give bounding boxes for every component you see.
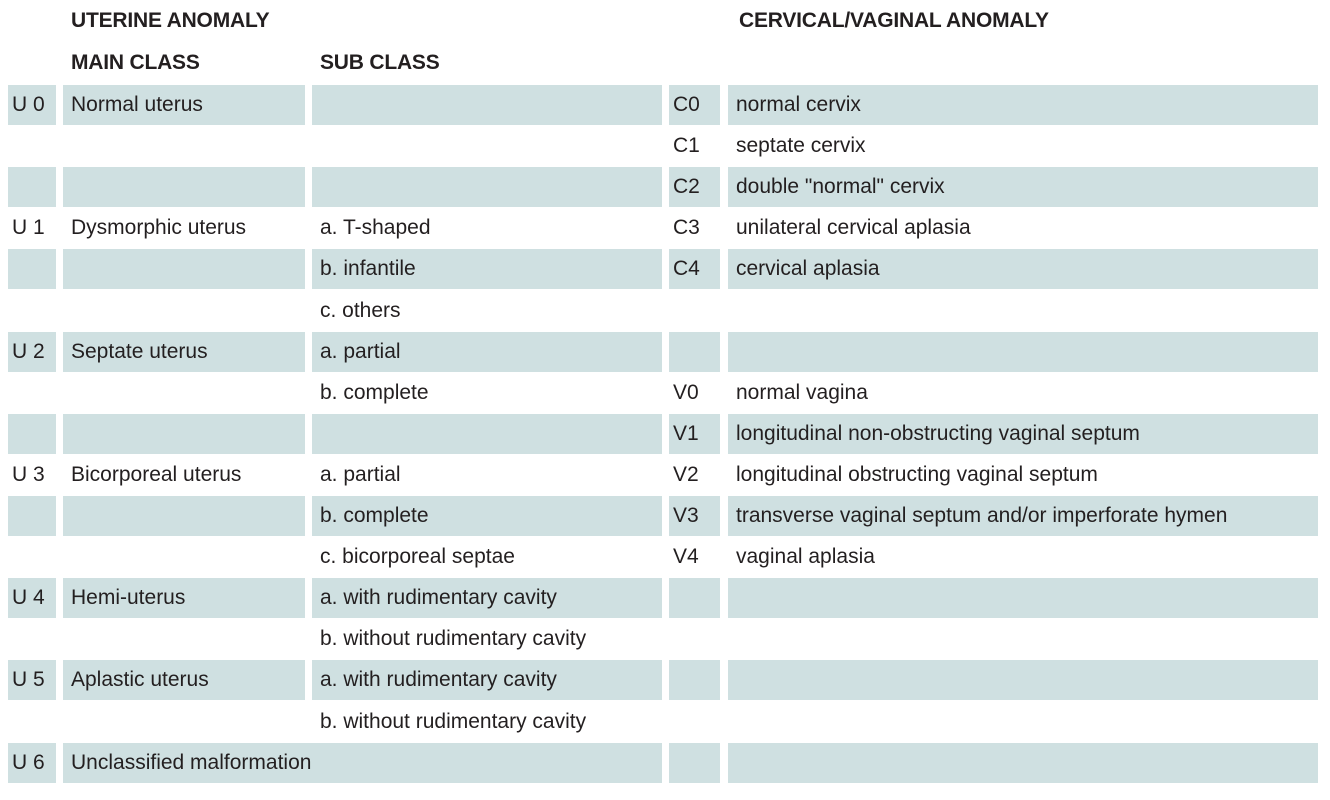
sub-class-cell: a. with rudimentary cavity — [312, 660, 662, 700]
sub-class-heading: SUB CLASS — [320, 51, 440, 74]
uterine-code-cell: U 0 — [8, 85, 56, 125]
sub-class-cell: a. with rudimentary cavity — [312, 578, 662, 618]
uterine-code-cell — [8, 291, 56, 331]
cervical-vaginal-desc-cell: septate cervix — [736, 134, 866, 157]
sub-class-cell: b. complete — [320, 381, 429, 404]
cervical-vaginal-code-cell — [669, 291, 720, 331]
uterine-code-cell: U 1 — [12, 216, 45, 239]
cervical-vaginal-desc-cell: vaginal aplasia — [736, 545, 875, 568]
uterine-code-cell — [8, 496, 56, 536]
cervical-vaginal-desc-cell — [728, 291, 1318, 331]
cervical-vaginal-code-cell: C2 — [669, 167, 720, 207]
uterine-code-cell — [8, 537, 56, 577]
cervical-vaginal-desc-cell: longitudinal obstructing vaginal septum — [736, 463, 1098, 486]
main-class-cell — [63, 373, 305, 413]
cervical-vaginal-desc-cell: cervical aplasia — [728, 249, 1318, 289]
sub-class-cell: c. others — [320, 299, 401, 322]
main-class-cell — [63, 619, 305, 659]
cervical-vaginal-desc-cell: double "normal" cervix — [728, 167, 1318, 207]
uterine-code-cell: U 5 — [8, 660, 56, 700]
uterine-code-cell — [8, 619, 56, 659]
cervical-vaginal-desc-cell: unilateral cervical aplasia — [736, 216, 971, 239]
cervical-vaginal-desc-cell: transverse vaginal septum and/or imperforate hymen — [728, 496, 1318, 536]
cervical-vaginal-code-cell: C1 — [673, 134, 700, 157]
main-class-cell — [63, 537, 305, 577]
cervical-vaginal-desc-cell — [728, 660, 1318, 700]
cervical-vaginal-desc-cell — [728, 332, 1318, 372]
main-class-cell: Unclassified malformation — [63, 743, 662, 783]
cervical-vaginal-desc-cell — [728, 619, 1318, 659]
cervical-vaginal-code-cell — [669, 702, 720, 742]
main-class-cell — [63, 414, 305, 454]
cervical-vaginal-code-cell: V3 — [669, 496, 720, 536]
cervical-vaginal-desc-cell — [728, 743, 1318, 783]
sub-class-cell — [312, 126, 662, 166]
cervical-vaginal-code-cell — [669, 578, 720, 618]
main-class-cell — [63, 291, 305, 331]
cervical-vaginal-code-cell — [669, 743, 720, 783]
cervical-vaginal-code-cell: C3 — [673, 216, 700, 239]
uterine-code-cell — [8, 414, 56, 454]
uterine-code-cell: U 6 — [8, 743, 56, 783]
sub-class-cell: b. without rudimentary cavity — [320, 710, 587, 733]
cervical-vaginal-desc-cell: normal vagina — [736, 381, 868, 404]
main-class-cell: Normal uterus — [63, 85, 305, 125]
main-class-cell: Aplastic uterus — [63, 660, 305, 700]
sub-class-cell — [312, 85, 662, 125]
sub-class-cell: b. complete — [312, 496, 662, 536]
main-class-cell: Dysmorphic uterus — [71, 216, 247, 239]
cervical-vaginal-code-cell: C4 — [669, 249, 720, 289]
main-class-cell: Septate uterus — [63, 332, 305, 372]
main-class-heading: MAIN CLASS — [71, 51, 200, 74]
main-class-cell — [63, 126, 305, 166]
uterine-code-cell: U 4 — [8, 578, 56, 618]
cervical-vaginal-code-cell — [669, 660, 720, 700]
main-class-cell — [63, 249, 305, 289]
cervical-vaginal-code-cell: V4 — [673, 545, 699, 568]
uterine-code-cell — [8, 702, 56, 742]
sub-class-cell: c. bicorporeal septae — [320, 545, 515, 568]
sub-class-cell: b. without rudimentary cavity — [320, 627, 587, 650]
cervical-vaginal-desc-cell: normal cervix — [728, 85, 1318, 125]
sub-class-cell: a. T-shaped — [320, 216, 431, 239]
sub-class-cell: b. infantile — [312, 249, 662, 289]
main-class-cell — [63, 702, 305, 742]
sub-class-cell: a. partial — [312, 332, 662, 372]
cervical-vaginal-desc-cell: longitudinal non-obstructing vaginal septum — [728, 414, 1318, 454]
cervical-vaginal-code-cell: V1 — [669, 414, 720, 454]
cervical-vaginal-code-cell: V2 — [673, 463, 699, 486]
cervical-vaginal-heading: CERVICAL/VAGINAL ANOMALY — [739, 9, 1049, 32]
main-class-cell — [63, 496, 305, 536]
cervical-vaginal-code-cell — [669, 332, 720, 372]
uterine-code-cell — [8, 126, 56, 166]
cervical-vaginal-desc-cell — [728, 702, 1318, 742]
cervical-vaginal-code-cell — [669, 619, 720, 659]
main-class-cell: Hemi-uterus — [63, 578, 305, 618]
uterine-code-cell — [8, 167, 56, 207]
sub-class-cell — [312, 167, 662, 207]
cervical-vaginal-code-cell: V0 — [673, 381, 699, 404]
uterine-code-cell — [8, 249, 56, 289]
uterine-code-cell: U 2 — [8, 332, 56, 372]
uterine-code-cell: U 3 — [12, 463, 45, 486]
cervical-vaginal-desc-cell — [728, 578, 1318, 618]
sub-class-cell — [312, 414, 662, 454]
main-class-cell — [63, 167, 305, 207]
sub-class-cell: a. partial — [320, 463, 401, 486]
cervical-vaginal-code-cell: C0 — [669, 85, 720, 125]
uterine-code-cell — [8, 373, 56, 413]
uterine-anomaly-heading: UTERINE ANOMALY — [71, 9, 270, 32]
main-class-cell: Bicorporeal uterus — [71, 463, 242, 486]
